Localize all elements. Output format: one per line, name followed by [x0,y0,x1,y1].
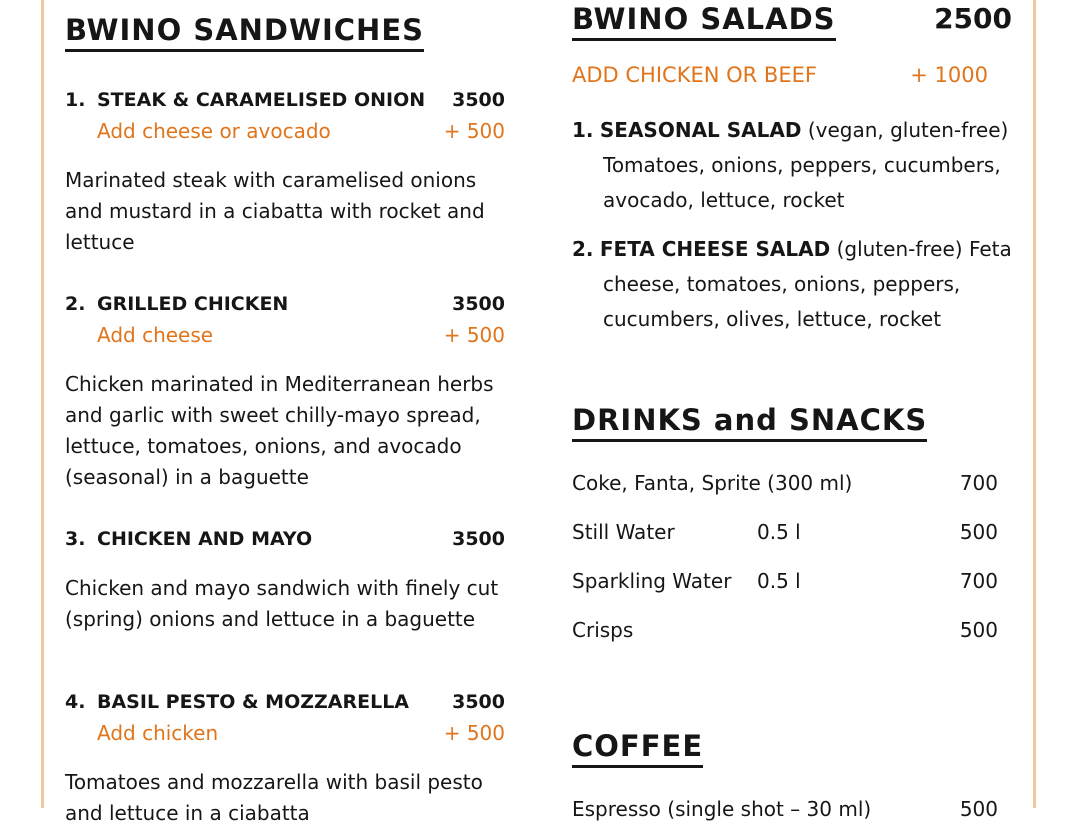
item-price: 3500 [452,293,505,315]
item-title-row [65,292,505,316]
salads-heading: BWINO SALADS [572,2,836,41]
coffee-heading-wrap [572,729,1012,768]
item-name: BASIL PESTO & MOZZARELLA [97,691,410,713]
drink-size: 0.5 l [757,569,801,593]
sandwiches-heading: BWINO SANDWICHES [65,13,424,52]
item-price: 3500 [452,691,505,713]
drinks-heading: DRINKS and SNACKS [572,403,927,442]
sandwiches-section [65,0,505,829]
item-name: GRILLED CHICKEN [97,293,289,315]
menu-item-basil-pesto-mozzarella [65,690,505,829]
coffee-heading: COFFEE [572,729,703,768]
item-number: 3. [65,528,86,550]
addon-label: Add chicken [97,721,219,745]
drink-name: Sparkling Water [572,569,732,593]
salads-addon-row [572,63,1012,87]
item-description: Chicken and mayo sandwich with finely cut (spring) onions and lettuce in a baguette [65,576,499,631]
drink-price: 500 [959,618,998,642]
salad-name: FETA CHEESE SALAD [599,237,831,261]
drink-row-sparkling-water [572,569,1012,594]
coffee-price: 500 [959,797,998,821]
addon-label: Add cheese or avocado [97,119,331,143]
salad-details: (gluten-free) Feta cheese, tomatoes, onions, peppers, cucumbers, olives, lettuce, rocket [603,237,1012,331]
addon-label: Add cheese [97,323,214,347]
salad-item-feta-cheese [572,232,1012,337]
item-number: 2. [65,293,86,315]
item-price: 3500 [452,528,505,550]
drink-name: Coke, Fanta, Sprite (300 ml) [572,471,853,495]
salads-heading-row [572,2,1012,41]
salads-price: 2500 [934,2,1012,35]
salads-addon-price: + 1000 [910,63,988,87]
salad-name: SEASONAL SALAD [599,118,802,142]
addon-price: + 500 [443,119,505,143]
drink-name: Crisps [572,618,634,642]
item-addon-row [65,323,505,347]
item-number: 1. [65,89,86,111]
item-name: STEAK & CARAMELISED ONION [97,89,426,111]
item-description: Chicken marinated in Mediterranean herbs and garlic with sweet chilly-mayo spread, lettuce, tomatoes, onions, and avocado (seasonal) in a baguette [65,372,494,489]
item-addon-row [65,721,505,745]
salad-item-seasonal [572,113,1012,218]
item-number: 4. [65,691,86,713]
item-addon-row [65,119,505,143]
salads-addon-label: ADD CHICKEN OR BEEF [572,63,817,87]
menu-item-chicken-and-mayo [65,527,505,635]
drink-row-crisps [572,618,1012,643]
item-price: 3500 [452,89,505,111]
salad-details: (vegan, gluten-free) Tomatoes, onions, peppers, cucumbers, avocado, lettuce, rocket [603,118,1009,212]
drink-price: 700 [959,471,998,495]
drink-row-still-water [572,520,1012,545]
item-name: CHICKEN AND MAYO [97,528,313,550]
drink-row-sodas [572,471,1012,496]
coffee-row-espresso [572,797,1012,822]
salad-number: 2. [572,237,594,261]
salad-number: 1. [572,118,594,142]
menu-item-steak-caramelised-onion [65,88,505,258]
right-section [572,0,1012,822]
addon-price: + 500 [443,323,505,347]
drink-name: Still Water [572,520,675,544]
left-page-divider [41,0,44,808]
item-title-row [65,690,505,714]
drink-price: 700 [959,569,998,593]
drink-size: 0.5 l [757,520,801,544]
item-description: Tomatoes and mozzarella with basil pesto and lettuce in a ciabatta [65,770,483,825]
menu-item-grilled-chicken [65,292,505,493]
item-title-row [65,527,505,551]
coffee-name: Espresso (single shot – 30 ml) [572,797,872,821]
drinks-heading-wrap [572,403,1012,442]
item-title-row [65,88,505,112]
drink-price: 500 [959,520,998,544]
addon-price: + 500 [443,721,505,745]
right-page-divider [1033,0,1036,808]
item-description: Marinated steak with caramelised onions and mustard in a ciabatta with rocket and lettuce [65,168,485,254]
